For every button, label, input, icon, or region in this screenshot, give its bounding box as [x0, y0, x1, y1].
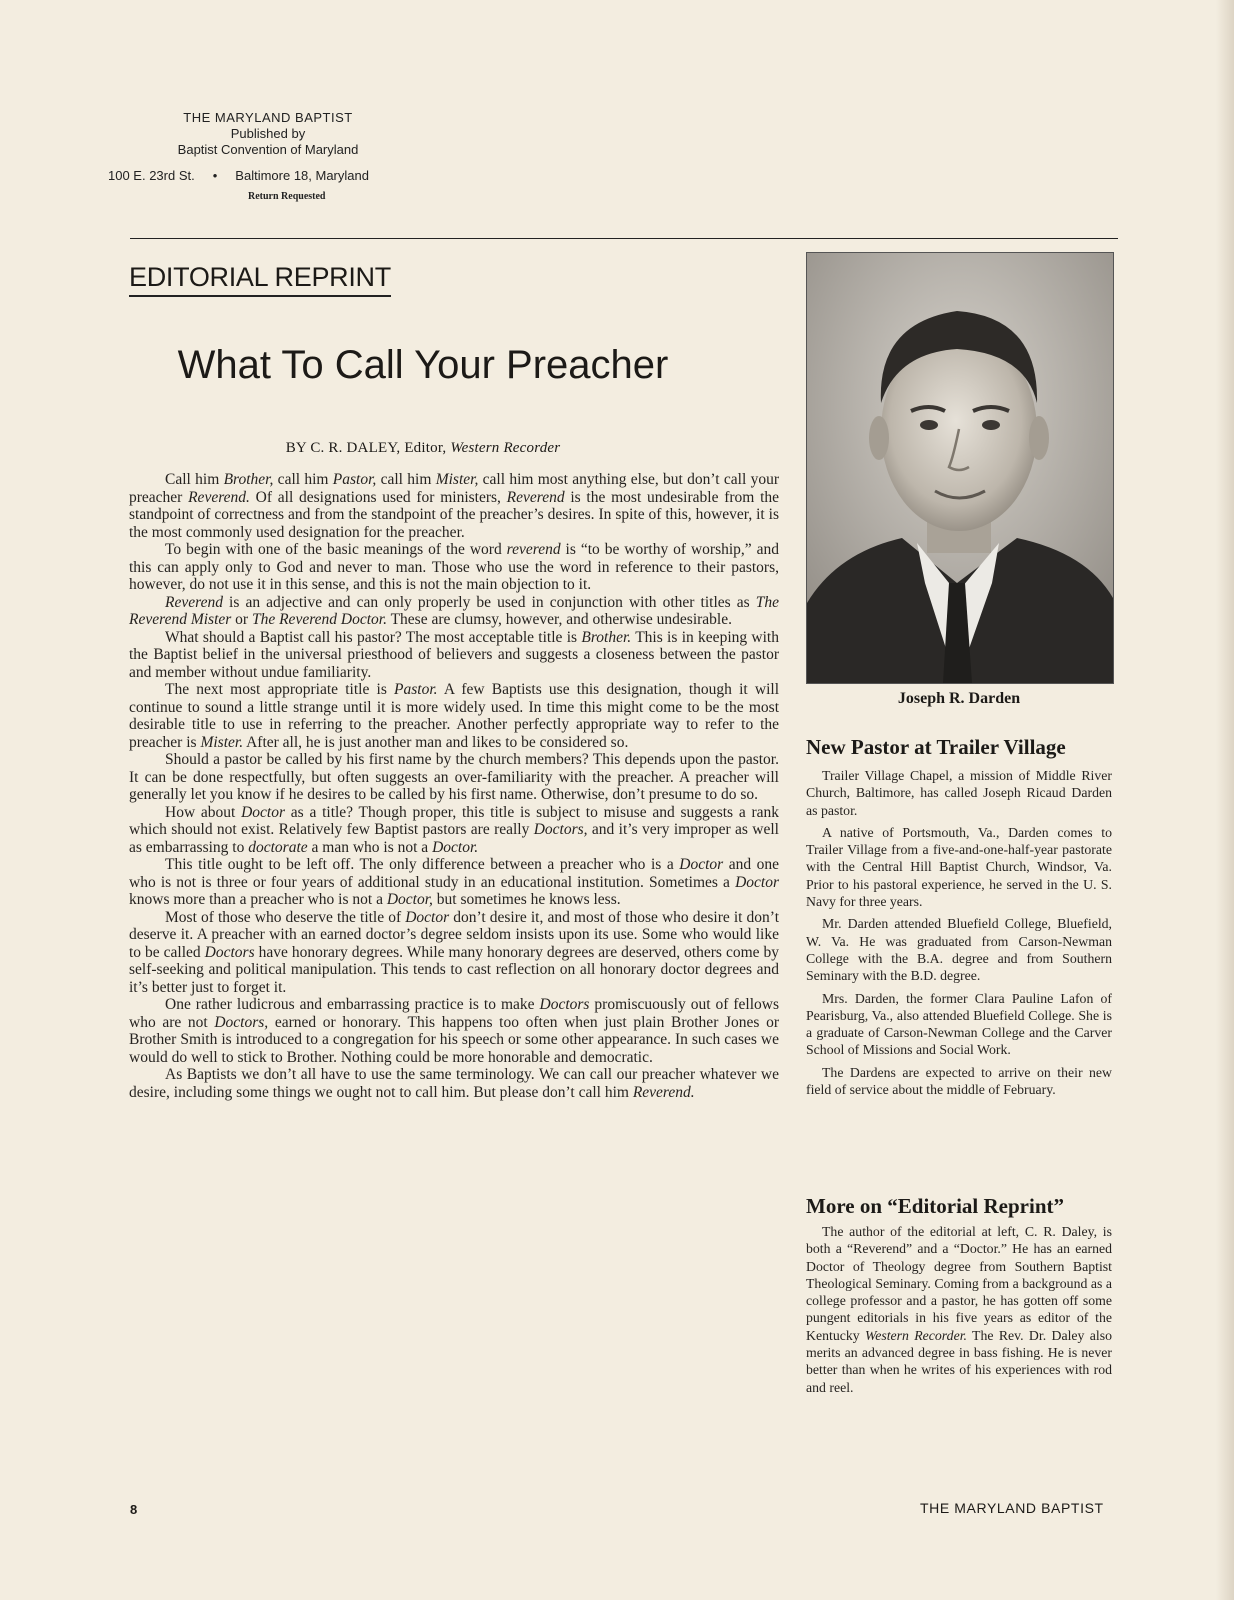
paragraph: The author of the editorial at left, C. R. Daley, is both a “Reverend” and a “Doctor.” He has an earned Doctor of Theology degree from Southern Baptist Theological Seminary. Coming from a background as a college professor and a pastor, he has gotten off some pungent editorials in his five years as editor of the Kentucky Western Recorder. The Rev. Dr. Daley also merits an advanced degree in bass fishing. He is never better than when he writes of his experiences with rod and reel. — [806, 1224, 1112, 1395]
masthead-title: THE MARYLAND BAPTIST — [183, 110, 353, 125]
italic-term: Brother, — [223, 471, 274, 488]
italic-term: The Reverend Doctor. — [251, 611, 387, 628]
italic-term: Doctors, — [214, 1013, 269, 1031]
italic-term: Doctor — [679, 856, 724, 873]
paragraph: Reverend is an adjective and can only properly be used in conjunction with other titles as The Reverend Mister or The Reverend Doctor. These are clumsy, however, and otherwise undesirable. — [129, 593, 779, 628]
italic-term: Doctors — [539, 996, 590, 1013]
portrait-illustration — [807, 253, 1113, 683]
sidebar-heading-more-on-editorial: More on “Editorial Reprint” — [806, 1194, 1065, 1218]
paragraph: Call him Brother, call him Pastor, call him Mister, call him most anything else, but don’t call your preacher Reverend. Of all designations used for ministers, Reverend is the most undesirable from the standpoint of correctness and from the standpoint of the preacher’s desires. In spite of this, however, it is the most commonly used designation for the preacher. — [129, 471, 779, 541]
paragraph: This title ought to be left off. The only difference between a preacher who is a Doctor and one who is not is three or four years of additional study in an educational institution. Sometimes a Doctor knows more than a preacher who is not a Doctor, but sometimes he knows less. — [129, 856, 780, 908]
italic-term: Doctors, — [533, 821, 588, 838]
paragraph: A native of Portsmouth, Va., Darden comes to Trailer Village from a five-and-one-half-year pastorate with the Central Hill Baptist Church, Windsor, Va. Prior to his pastoral experience, he served in the U. S. Navy for three years. — [806, 824, 1112, 910]
italic-term: Pastor. — [394, 681, 438, 698]
byline-publication: Western Recorder — [450, 440, 561, 456]
masthead-address — [108, 168, 478, 183]
italic-term: The Reverend Mister — [129, 593, 779, 628]
section-label: EDITORIAL REPRINT — [129, 262, 391, 297]
italic-term: Doctor — [241, 803, 286, 821]
masthead — [108, 110, 478, 202]
italic-term: Doctor, — [386, 891, 433, 908]
sidebar-heading-new-pastor: New Pastor at Trailer Village — [806, 735, 1066, 759]
article-headline: What To Call Your Preacher — [177, 343, 669, 387]
italic-term: Reverend. — [632, 1083, 695, 1101]
paragraph: Trailer Village Chapel, a mission of Middle River Church, Baltimore, has called Joseph Ricaud Darden as pastor. — [806, 768, 1112, 818]
italic-term: Brother. — [581, 628, 632, 646]
italic-term: Doctor — [735, 873, 779, 891]
byline-author: BY C. R. DALEY, Editor, — [285, 440, 451, 456]
portrait-photo — [806, 252, 1114, 684]
article-byline — [130, 440, 716, 457]
paragraph: Should a pastor be called by his first name by the church members? This depends upon the pastor. It can be done respectfully, but often suggests an over-familiarity with the preacher. A preacher will generally let you know if he desires to be called by his first name. Otherwise, don’t presume to do so. — [129, 751, 779, 803]
sidebar-body-new-pastor — [806, 767, 1112, 1103]
italic-term: Doctor — [405, 908, 450, 926]
italic-term: Reverend — [165, 593, 223, 611]
paragraph: What should a Baptist call his pastor? The most acceptable title is Brother. This is in keeping with the Baptist belief in the universal priesthood of believers and suggests a closeness between the pastor and member without undue familiarity. — [129, 628, 779, 681]
paragraph: The Dardens are expected to arrive on their new field of service about the middle of February. — [806, 1064, 1112, 1098]
italic-term: Western Recorder. — [864, 1327, 967, 1343]
masthead-street: 100 E. 23rd St. — [108, 168, 195, 183]
paragraph: As Baptists we don’t all have to use the same terminology. We can call our preacher whatever we desire, including some things we ought not to call him. But please don’t call him Reverend. — [129, 1066, 779, 1101]
paragraph: Mrs. Darden, the former Clara Pauline Lafon of Pearisburg, Va., also attended Bluefield College. She is a graduate of Carson-Newman College and the Carver School of Missions and Social Work. — [806, 990, 1112, 1058]
page-edge-shadow — [1216, 0, 1234, 1600]
page-number: 8 — [130, 1502, 138, 1517]
italic-term: Mister, — [435, 471, 479, 488]
article-body — [129, 471, 779, 1101]
italic-term: reverend — [506, 541, 561, 558]
italic-term: doctorate — [248, 838, 308, 856]
header-divider — [130, 238, 1118, 239]
italic-term: Pastor, — [332, 471, 377, 488]
italic-term: Doctor. — [432, 838, 479, 856]
masthead-published-by: Published by — [230, 126, 306, 141]
paragraph: Most of those who deserve the title of Doctor don’t desire it, and most of those who desire it don’t deserve it. A preacher with an earned doctor’s degree seldom insists upon its use. Some who would like to be called Doctors have honorary degrees. While many honorary degrees are deserved, others come by self-seeking and political manipulation. This tends to cast reflection on all honorary doctor degrees and it’s better just to forget it. — [129, 908, 779, 996]
paragraph: To begin with one of the basic meanings of the word reverend is “to be worthy of worship,” and this can apply only to God and never to man. Those who use the word in reference to their pastors, however, do not use it in this sense, and this is not the main objection to it. — [129, 541, 780, 593]
photo-caption: Joseph R. Darden — [897, 690, 1021, 707]
paragraph: The next most appropriate title is Pastor. A few Baptists use this designation, though it will continue to sound a little strange until it is more widely used. In time this might come to be the most desirable title to use in referring to the preacher. Another perfectly appropriate way to refer to the preacher is Mister. After all, he is just another man and likes to be considered so. — [129, 681, 779, 751]
footer-publication: THE MARYLAND BAPTIST — [920, 1500, 1104, 1516]
paragraph: How about Doctor as a title? Though proper, this title is subject to misuse and suggests a rank which should not exist. Relatively few Baptist pastors are really Doctors, and it’s very improper as well as embarrassing to doctorate a man who is not a Doctor. — [129, 803, 779, 856]
sidebar-body-more-on-editorial — [806, 1223, 1112, 1401]
paragraph: One rather ludicrous and embarrassing practice is to make Doctors promiscuously out of fellows who are not Doctors, earned or honorary. This happens too often when just plain Brother Jones or Brother Smith is introduced to a congregation for his speech or some other appearance. In such cases we would do well to stick to Brother. Nothing could be more honorable and democratic. — [129, 996, 779, 1066]
italic-term: Mister. — [200, 733, 244, 751]
masthead-publisher: Baptist Convention of Maryland — [177, 142, 359, 157]
return-requested-note: Return Requested — [248, 191, 326, 202]
italic-term: Reverend. — [188, 488, 250, 506]
italic-term: Reverend — [506, 488, 565, 506]
bullet-separator: • — [212, 168, 218, 183]
paragraph: Mr. Darden attended Bluefield College, Bluefield, W. Va. He was graduated from Carson-Newman College with the B.A. degree and from Southern Seminary with the B.D. degree. — [806, 916, 1112, 984]
italic-term: Doctors — [204, 943, 255, 961]
masthead-city: Baltimore 18, Maryland — [235, 168, 369, 183]
